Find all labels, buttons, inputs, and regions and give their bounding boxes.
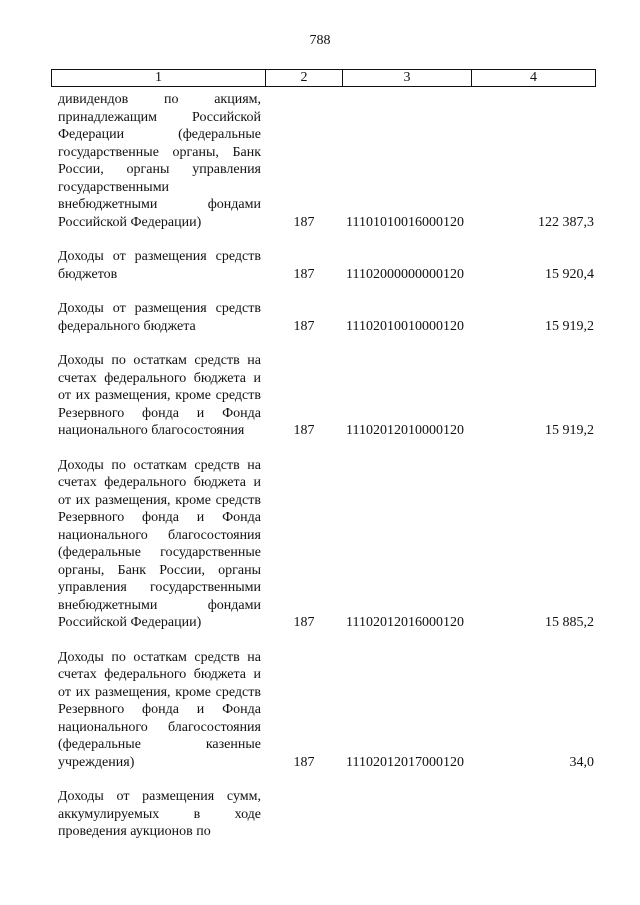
row-admin-code: 187 <box>293 214 315 230</box>
table-row <box>58 352 596 440</box>
table-row <box>58 788 596 841</box>
row-amount: 122 387,3 <box>538 214 594 230</box>
table-row <box>58 300 596 335</box>
row-kbk-code: 11102010010000120 <box>346 318 464 334</box>
row-amount: 15 919,2 <box>545 423 594 438</box>
row-kbk-code: 11101010016000120 <box>346 214 464 230</box>
row-admin-code: 187 <box>293 266 315 282</box>
row-description: дивидендов по акциям, принадлежащим Российской Федерации (федеральные государственные органы, Банк России, органы управления государственными внебюджетными фондами Российской Федерации) <box>58 92 261 230</box>
table-row <box>58 91 596 231</box>
row-amount: 15 885,2 <box>545 615 594 630</box>
table-column-header <box>51 69 596 87</box>
table-row <box>58 248 596 283</box>
page-number: 788 <box>309 33 331 48</box>
row-amount: 34,0 <box>569 754 594 770</box>
row-kbk-code: 11102012016000120 <box>346 615 464 630</box>
row-description: Доходы по остаткам средств на счетах федерального бюджета и от их размещения, кроме средств Резервного фонда и Фонда национального благосостояния <box>58 353 261 438</box>
table-row <box>58 649 596 772</box>
row-amount: 15 920,4 <box>545 266 594 282</box>
row-admin-code: 187 <box>293 423 315 438</box>
row-admin-code: 187 <box>293 754 315 770</box>
column-header-4: 4 <box>471 70 595 86</box>
budget-table-body <box>58 91 596 841</box>
column-header-2: 2 <box>265 70 342 86</box>
row-admin-code: 187 <box>293 318 315 334</box>
column-header-3: 3 <box>342 70 471 86</box>
row-description: Доходы от размещения средств федерального бюджета <box>58 301 261 334</box>
row-description: Доходы по остаткам средств на счетах федерального бюджета и от их размещения, кроме средств Резервного фонда и Фонда национального благосостояния (федеральные государственные органы, Банк России, органы управления государственными внебюджетными фондами Российской Федерации) <box>58 457 261 630</box>
row-amount: 15 919,2 <box>545 318 594 334</box>
row-description: Доходы от размещения сумм, аккумулируемых в ходе проведения аукционов по <box>58 789 261 839</box>
row-description: Доходы от размещения средств бюджетов <box>58 249 261 282</box>
row-admin-code: 187 <box>293 615 315 630</box>
row-kbk-code: 11102012010000120 <box>346 423 464 438</box>
column-header-1: 1 <box>155 70 162 85</box>
table-row <box>58 457 596 632</box>
row-description: Доходы по остаткам средств на счетах федерального бюджета и от их размещения, кроме средств Резервного фонда и Фонда национального благосостояния (федеральные казенные учреждения) <box>58 649 261 770</box>
row-kbk-code: 11102012017000120 <box>346 754 464 770</box>
row-kbk-code: 11102000000000120 <box>346 266 464 282</box>
